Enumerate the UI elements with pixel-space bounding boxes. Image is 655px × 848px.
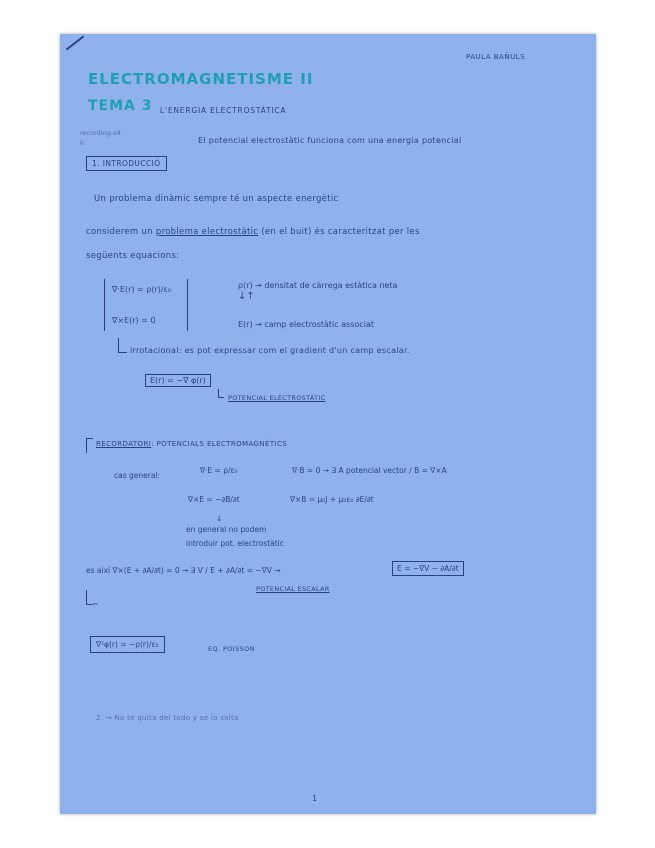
author-name: PAULA BAÑULS — [466, 53, 526, 61]
paragraph-line-3: següents equacions: — [86, 251, 180, 261]
section-heading: 1. INTRODUCCIÓ — [86, 156, 167, 171]
recordatori-bracket — [86, 438, 93, 453]
footnote: 2. → No te quita del todo y se lo salta — [96, 714, 239, 722]
gauss-law: ∇·E = ρ/ε₀ — [200, 466, 238, 475]
ampere-law: ∇×B = μ₀J + μ₀ε₀ ∂E/∂t — [290, 495, 374, 504]
irrotational-note: irrotacional: es pot expressar com el gradient d'un camp escalar. — [130, 346, 410, 355]
paragraph-line-2-start: considerem un — [86, 227, 156, 237]
paragraph-line-2-end: (en el buit) és caracteritzat per les — [258, 227, 420, 237]
curl-equation: ∇×E(r) = 0 — [112, 316, 156, 325]
notebook-page — [60, 34, 596, 814]
margin-note: recording-s4 — [80, 129, 121, 137]
recordatori-title: : POTENCIALS ELECTROMAGNÈTICS — [151, 440, 288, 448]
down-arrow: ↓ — [216, 514, 223, 523]
gradient-hook — [218, 389, 224, 398]
faraday-law: ∇×E = −∂B/∂t — [188, 495, 240, 504]
course-title: ELECTROMAGNETISME II — [88, 70, 314, 88]
poisson-label: EQ. POISSON — [208, 645, 255, 653]
tema-number: TEMA 3 — [88, 98, 153, 114]
general-note-1: en general no podem — [186, 525, 267, 534]
gradient-label: POTENCIAL ELECTROSTÀTIC — [228, 394, 326, 402]
general-note-2: introduir pot. electrostàtic — [186, 539, 284, 548]
recordatori-label: RECORDATORI — [96, 440, 152, 448]
gradient-equation-box: E(r) = −∇ φ(r) — [145, 374, 211, 387]
paragraph-line-2 — [86, 227, 420, 237]
intro-sentence: El potencial electrostàtic funciona com una energia potencial — [198, 136, 462, 145]
arrow-hook — [118, 338, 127, 353]
scalar-potential-label: POTENCIAL ESCALAR — [256, 585, 330, 593]
pen-stroke-mark — [66, 35, 85, 50]
paragraph-line-1: Un problema dinàmic sempre té un aspecte energètic — [94, 194, 339, 204]
recordatori-heading — [96, 440, 287, 448]
margin-note-sub: 6 — [80, 140, 84, 147]
recordatori-tail: ⌐ — [92, 600, 99, 609]
scalar-potential-derivation: es així ∇×(E + ∂A/∂t) = 0 → ∃ V / E + ∂A/∂t = −∇V → — [86, 566, 281, 575]
field-description: E(r) → camp electrostàtic associat — [238, 320, 374, 329]
page-number: 1 — [312, 794, 318, 803]
tema-name: L'ENERGIA ELECTROSTÀTICA — [160, 106, 287, 115]
vector-potential-line: ∇·B = 0 → ∃ A potencial vector / B = ∇×A — [292, 466, 447, 475]
underlined-term: problema electrostàtic — [155, 227, 259, 237]
relation-arrows: ↓↑ — [238, 291, 255, 302]
divergence-equation: ∇·E(r) = ρ(r)/ε₀ — [112, 285, 172, 294]
cas-general-label: cas general: — [114, 471, 161, 480]
scalar-potential-box: E = −∇V − ∂A/∂t — [392, 561, 464, 576]
rho-description: ρ(r) → densitat de càrrega estàtica neta — [238, 281, 398, 290]
poisson-equation-box: ∇²φ(r) = −ρ(r)/ε₀ — [90, 636, 165, 653]
